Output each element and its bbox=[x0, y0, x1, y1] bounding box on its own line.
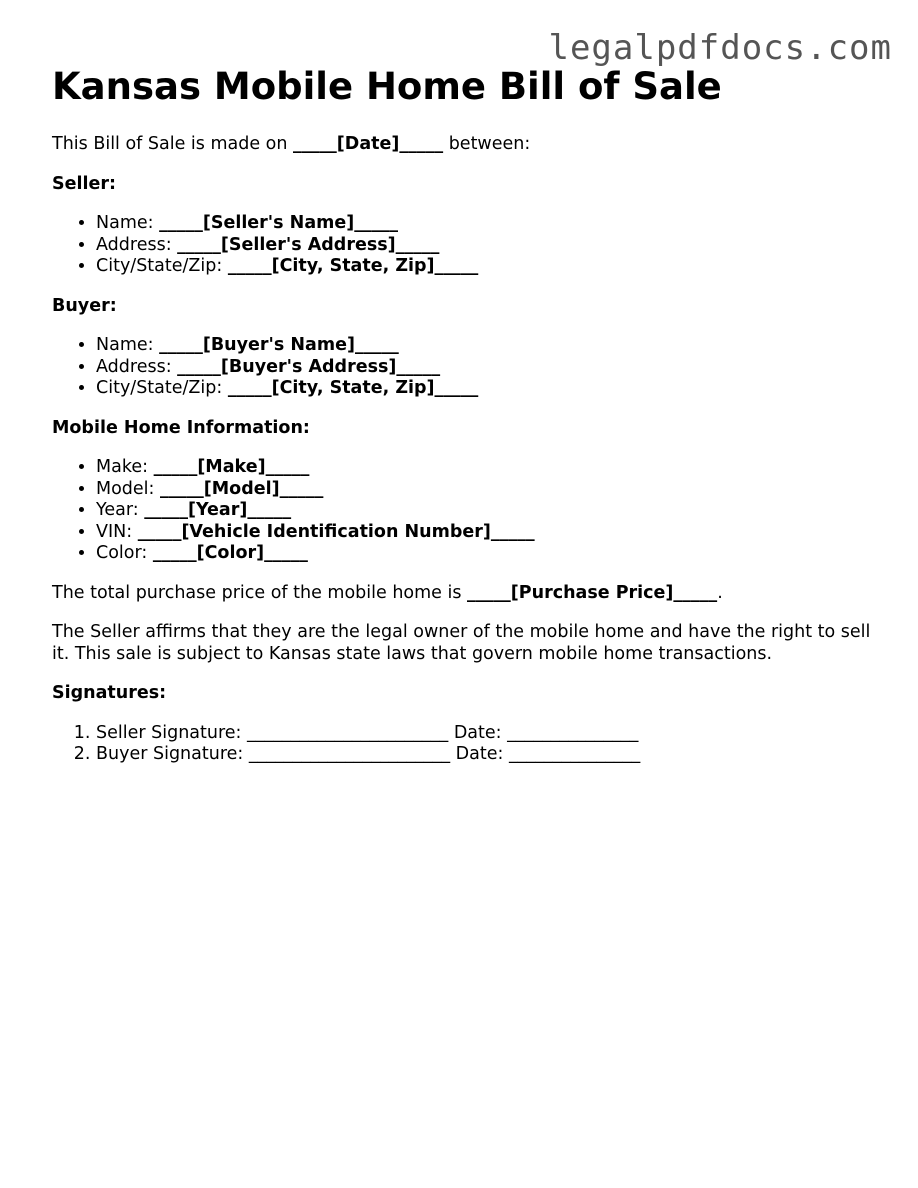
buyer-city-field: _____[City, State, Zip]_____ bbox=[227, 378, 479, 398]
field-label: Color: bbox=[96, 543, 153, 563]
field-label: Model: bbox=[96, 478, 161, 499]
list-item bbox=[96, 479, 882, 501]
list-item bbox=[96, 378, 882, 400]
buyer-name-field: _____[Buyer's Name]_____ bbox=[159, 335, 399, 355]
price-paragraph bbox=[52, 583, 882, 605]
buyer-signature-line: 2. Buyer Signature: _______________________ Date: _______________ bbox=[96, 744, 882, 766]
buyer-heading: Buyer: bbox=[52, 295, 117, 316]
seller-heading: Seller: bbox=[52, 173, 116, 194]
purchase-price-field: _____[Purchase Price]_____ bbox=[467, 582, 718, 603]
list-item bbox=[96, 357, 882, 379]
watermark: legalpdfdocs.com bbox=[548, 28, 892, 68]
field-label: Address: bbox=[96, 234, 178, 255]
list-item bbox=[96, 335, 882, 357]
seller-list bbox=[52, 213, 882, 278]
field-label: City/State/Zip: bbox=[96, 378, 228, 398]
list-item bbox=[96, 543, 882, 565]
intro-paragraph bbox=[52, 134, 882, 156]
home-info-heading: Mobile Home Information: bbox=[52, 417, 310, 438]
date-field: _____[Date]_____ bbox=[293, 134, 444, 154]
home-info-list bbox=[52, 457, 882, 565]
page-title: Kansas Mobile Home Bill of Sale bbox=[52, 65, 722, 108]
make-field: _____[Make]_____ bbox=[153, 457, 310, 477]
vin-field: _____[Vehicle Identification Number]_____ bbox=[137, 521, 535, 542]
field-label: VIN: bbox=[96, 521, 138, 542]
list-item bbox=[96, 213, 882, 235]
seller-name-field: _____[Seller's Name]_____ bbox=[159, 213, 398, 233]
field-label: Address: bbox=[96, 356, 178, 377]
field-label: City/State/Zip: bbox=[96, 256, 228, 276]
buyer-list bbox=[52, 335, 882, 400]
list-item bbox=[96, 235, 882, 257]
year-field: _____[Year]_____ bbox=[144, 500, 292, 520]
model-field: _____[Model]_____ bbox=[160, 478, 324, 499]
intro-text: This Bill of Sale is made on bbox=[52, 134, 294, 154]
price-text-end: . bbox=[717, 582, 723, 603]
price-text: The total purchase price of the mobile home is bbox=[52, 582, 468, 603]
intro-text-end: between: bbox=[443, 134, 531, 154]
color-field: _____[Color]_____ bbox=[152, 543, 308, 563]
buyer-address-field: _____[Buyer's Address]_____ bbox=[177, 356, 441, 377]
list-item bbox=[96, 457, 882, 479]
list-item bbox=[96, 500, 882, 522]
seller-city-field: _____[City, State, Zip]_____ bbox=[227, 256, 479, 276]
list-item bbox=[96, 522, 882, 544]
seller-signature-line: 1. Seller Signature: _______________________ Date: _______________ bbox=[96, 723, 882, 745]
signatures-list bbox=[52, 723, 882, 766]
field-label: Year: bbox=[96, 500, 145, 520]
field-label: Name: bbox=[96, 213, 160, 233]
field-label: Name: bbox=[96, 335, 160, 355]
signatures-heading: Signatures: bbox=[52, 683, 167, 703]
document bbox=[52, 64, 882, 784]
affirmation-paragraph: The Seller affirms that they are the legal owner of the mobile home and have the right to sell it. This sale is subject to Kansas state laws that govern mobile home transactions. bbox=[52, 622, 871, 664]
seller-address-field: _____[Seller's Address]_____ bbox=[177, 234, 440, 255]
field-label: Make: bbox=[96, 457, 154, 477]
list-item bbox=[96, 256, 882, 278]
